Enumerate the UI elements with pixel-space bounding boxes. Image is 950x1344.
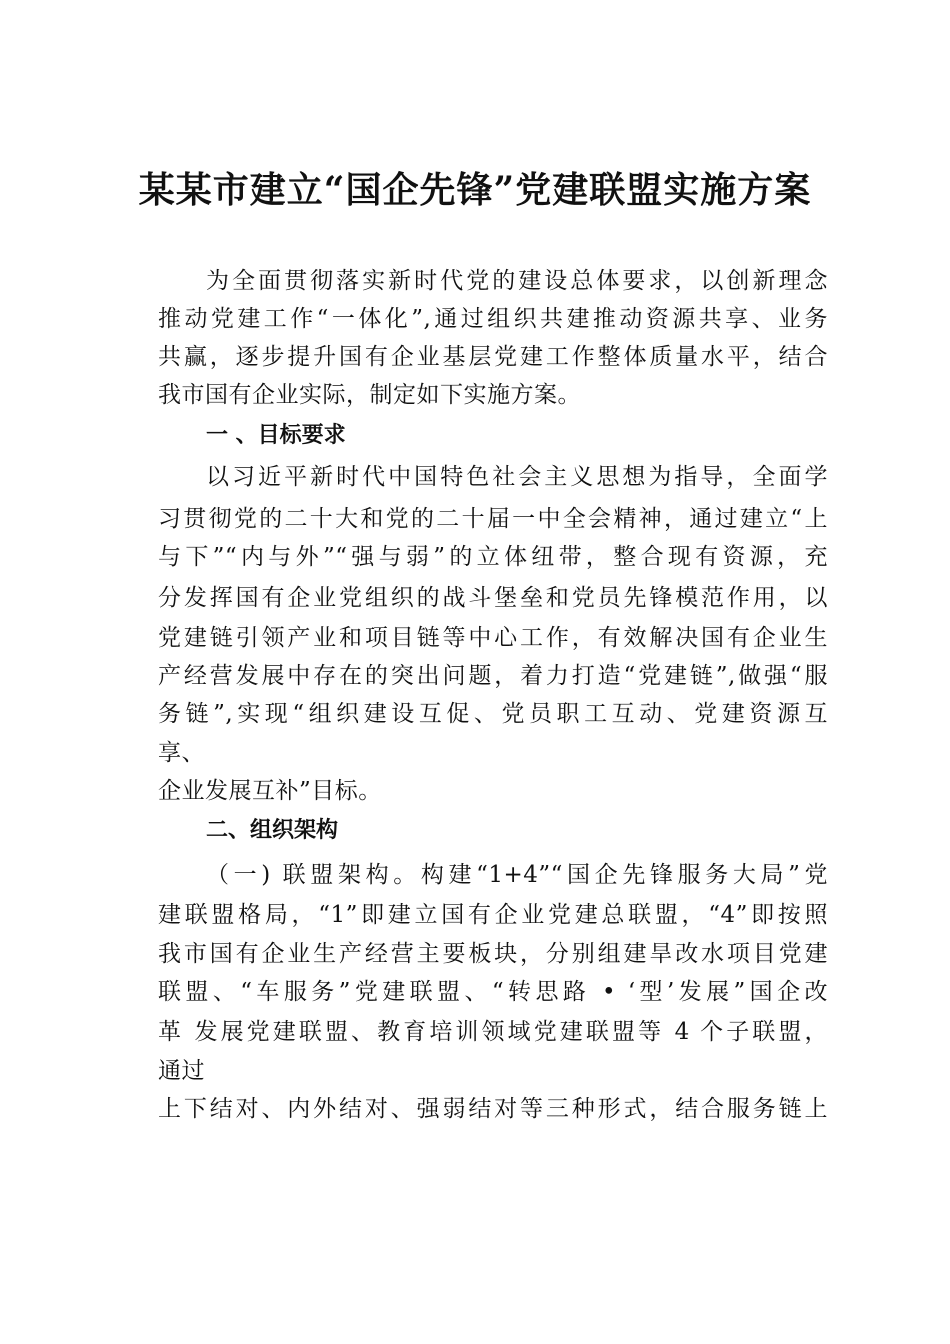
- body-line: 通过: [158, 1058, 205, 1084]
- body-line: 革 发展党建联盟、教育培训领域党建联盟等 4 个子联盟，: [158, 1019, 828, 1045]
- section-heading-organization: 二、组织架构: [206, 818, 339, 843]
- body-line: 以习近平新时代中国特色社会主义思想为指导，全面学: [206, 464, 828, 490]
- intro-line: 共赢，逐步提升国有企业基层党建工作整体质量水平，结合: [158, 344, 828, 370]
- body-line: 产经营发展中存在的突出问题，着力打造“党建链”,做强“服: [158, 663, 828, 689]
- intro-line: 为全面贯彻落实新时代党的建设总体要求，以创新理念: [206, 268, 828, 294]
- body-line: 习贯彻党的二十大和党的二十届一中全会精神，通过建立“上: [158, 506, 828, 532]
- body-line: 建联盟格局，“1”即建立国有企业党建总联盟，“4”即按照: [158, 902, 828, 928]
- body-line: （一) 联盟架构。构建“1+4”“国企先锋服务大局”党: [206, 862, 828, 888]
- body-line: 党建链引领产业和项目链等中心工作，有效解决国有企业生: [158, 625, 828, 651]
- document-title: 某某市建立“国企先锋”党建联盟实施方案: [138, 169, 812, 211]
- body-line: 上下结对、内外结对、强弱结对等三种形式，结合服务链上: [158, 1096, 828, 1122]
- body-line: 企业发展互补”目标。: [158, 778, 382, 804]
- section-heading-goals: 一 、目标要求: [206, 423, 346, 448]
- intro-line: 我市国有企业实际，制定如下实施方案。: [158, 382, 581, 408]
- intro-line: 推动党建工作“一体化”,通过组织共建推动资源共享、业务: [158, 306, 828, 332]
- body-line: 联盟、“车服务”党建联盟、“转思路 • ‘型’发展”国企改: [158, 979, 828, 1005]
- body-line: 享、: [158, 740, 205, 766]
- body-line: 与下”“内与外”“强与弱”的立体纽带，整合现有资源，充: [158, 544, 828, 570]
- body-line: 务链”,实现“组织建设互促、党员职工互动、党建资源互: [158, 701, 828, 727]
- body-line: 我市国有企业生产经营主要板块，分别组建旱改水项目党建: [158, 941, 828, 967]
- body-line: 分发挥国有企业党组织的战斗堡垒和党员先锋模范作用，以: [158, 585, 828, 611]
